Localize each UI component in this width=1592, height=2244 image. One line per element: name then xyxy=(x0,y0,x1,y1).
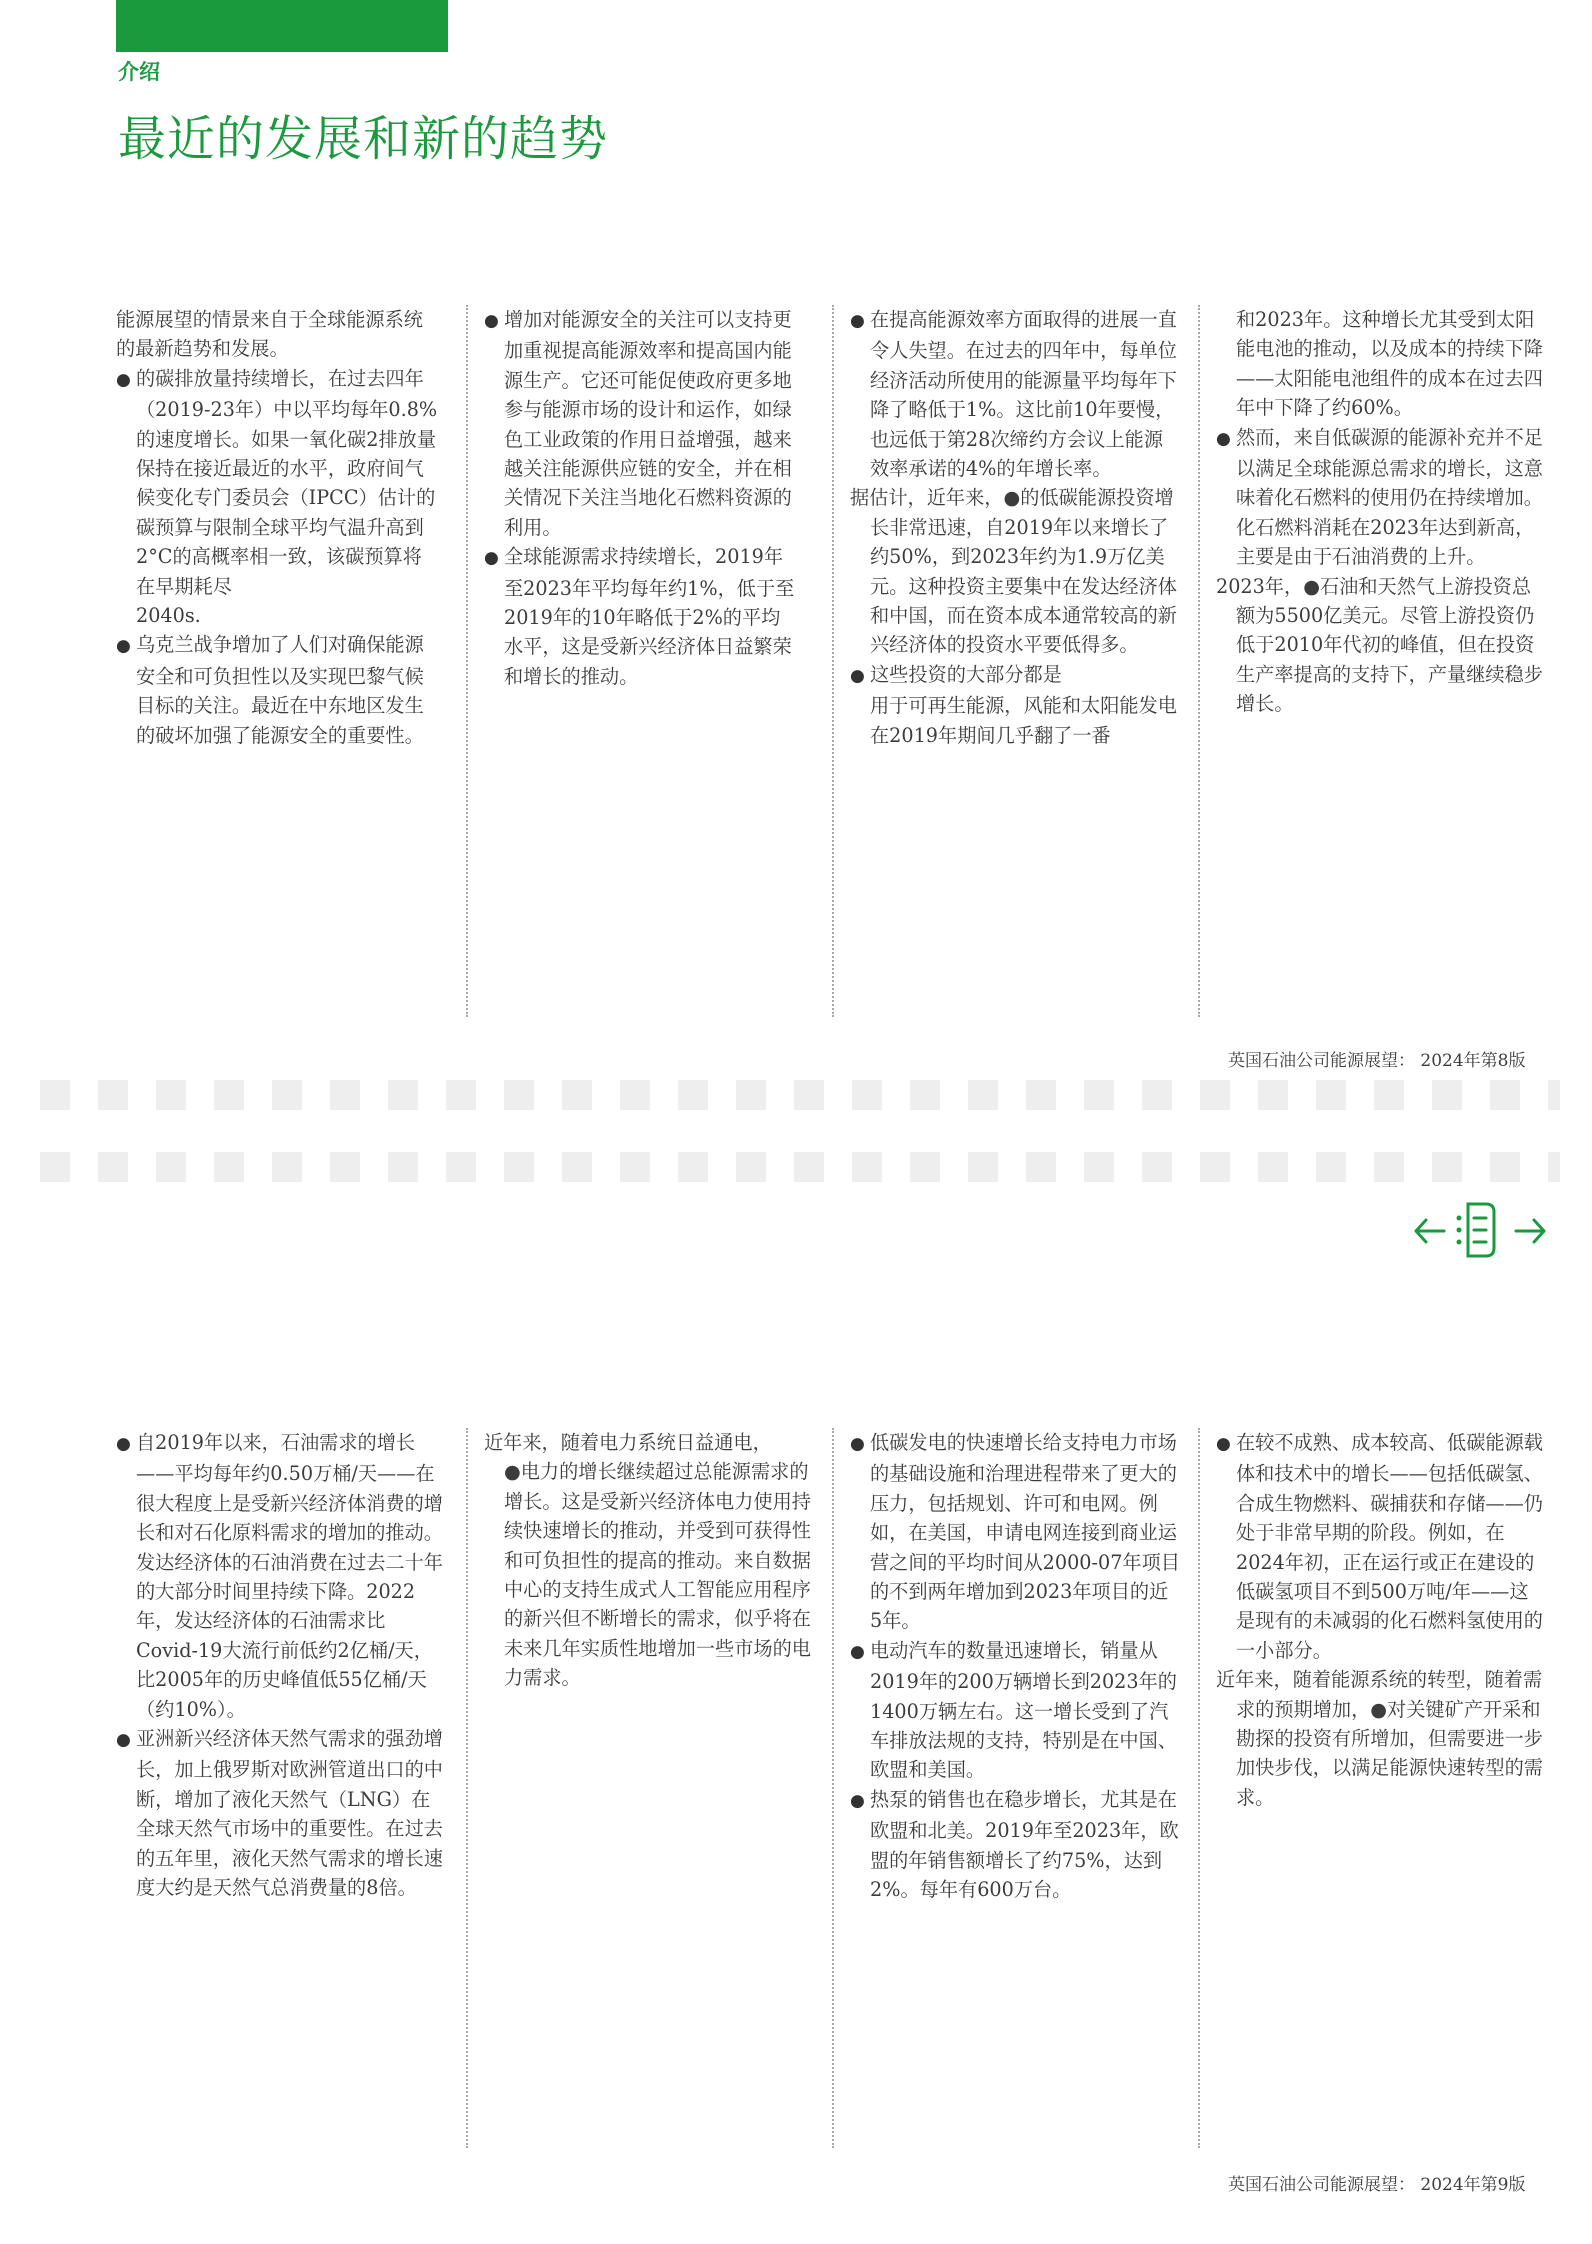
bullet-text: 在较不成熟、成本较高、低碳能源载体和技术中的增长——包括低碳氢、合成生物燃料、碳捕获和存储——仍处于非常早期的阶段。例如，在2024年初，正在运行或正在建设的低碳氢项目不到500万吨/年——这是现有的未减弱的化石燃料氢使用的一小部分。 xyxy=(1236,1431,1543,1662)
bullet-paragraph xyxy=(116,1724,446,1902)
page-navigation xyxy=(1412,1198,1550,1258)
bullet-icon: ● xyxy=(850,665,865,686)
column-divider xyxy=(466,305,468,1017)
bullet-icon: ● xyxy=(850,1641,865,1662)
bullet-text: 自2019年以来，石油需求的增长——平均每年约0.50万桶/天——在很大程度上是受新兴经济体消费的增长和对石化原料需求的增加的推动。发达经济体的石油消费在过去二十年的大部分时间里持续下降。2022年，发达经济体的石油需求比Covid-19大流行前低约2亿桶/天，比2005年的历史峰值低55亿桶/天（约10%）。 xyxy=(136,1431,443,1721)
bullet-icon: ● xyxy=(116,636,131,657)
page2-column-1 xyxy=(116,1428,446,1903)
bullet-text: 全球能源需求持续增长，2019年至2023年平均每年约1%，低于至2019年的10年略低于2%的平均水平，这是受新兴经济体日益繁荣和增长的推动。 xyxy=(504,545,795,688)
arrow-right-icon[interactable] xyxy=(1516,1220,1544,1242)
body-paragraph: 2023年，●石油和天然气上游投资总额为5500亿美元。尽管上游投资仍低于2010年代初的峰值，但在投资生产率提高的支持下，产量继续稳步增长。 xyxy=(1216,574,1543,716)
bullet-paragraph xyxy=(850,1636,1180,1785)
contents-list-icon[interactable] xyxy=(1457,1204,1495,1256)
body-paragraph: 用于可再生能源，风能和太阳能发电在2019年期间几乎翻了一番 xyxy=(870,694,1177,747)
bullet-icon: ● xyxy=(850,1434,865,1454)
section-tab xyxy=(116,0,448,52)
bullet-icon: ● xyxy=(850,311,865,331)
body-paragraph: 近年来，随着电力系统日益通电， xyxy=(484,1431,772,1454)
column-divider xyxy=(832,1428,834,2148)
body-paragraph: 2040s. xyxy=(136,604,201,628)
page1-column-1 xyxy=(116,305,438,750)
body-paragraph: 据估计，近年来，●的低碳能源投资增长非常迅速，自2019年以来增长了约50%，到2023年约为1.9万亿美元。这种投资主要集中在发达经济体和中国，而在资本成本通常较高的新兴经济体的投资水平要低得多。 xyxy=(850,486,1177,657)
page-title: 最近的发展和新的趋势 xyxy=(118,111,609,167)
bullet-icon: ● xyxy=(1216,428,1231,449)
bullet-text: 亚洲新兴经济体天然气需求的强劲增长，加上俄罗斯对欧洲管道出口的中断，增加了液化天然气（LNG）在全球天然气市场中的重要性。在过去的五年里，液化天然气需求的增长速度大约是天然气总消费量的8倍。 xyxy=(136,1727,443,1900)
arrow-left-icon[interactable] xyxy=(1416,1220,1444,1242)
bullet-icon: ● xyxy=(116,369,131,390)
bullet-text: 电动汽车的数量迅速增长，销量从2019年的200万辆增长到2023年的1400万辆左右。这一增长受到了汽车排放法规的支持，特别是在中国、欧盟和美国。 xyxy=(870,1638,1177,1782)
bullet-icon: ● xyxy=(116,1434,131,1454)
bullet-icon: ● xyxy=(850,1790,865,1811)
bullet-text: 低碳发电的快速增长给支持电力市场的基础设施和治理进程带来了更大的压力，包括规划、许可和电网。例如，在美国，申请电网连接到商业运营之间的平均时间从2000-07年项目的不到两年增加到2023年项目的近5年。 xyxy=(870,1431,1180,1633)
body-paragraph: 能源展望的情景来自于全球能源系统的最新趋势和发展。 xyxy=(116,308,423,361)
page-separator xyxy=(40,1152,1560,1182)
bullet-text: 乌克兰战争增加了人们对确保能源安全和可负担性以及实现巴黎气候目标的关注。最近在中东地区发生的破坏加强了能源安全的重要性。 xyxy=(136,633,424,747)
bullet-text: 在提高能源效率方面取得的进展一直令人失望。在过去的四年中，每单位经济活动所使用的能源量平均每年下降了略低于1%。这比前10年要慢，也远低于第28次缔约方会议上能源效率承诺的4%的年增长率。 xyxy=(870,308,1177,481)
bullet-paragraph xyxy=(850,660,1180,691)
bullet-text: 的碳排放量持续增长，在过去四年（2019-23年）中以平均每年0.8%的速度增长。如果一氧化碳2排放量保持在接近最近的水平，政府间气候变化专门委员会（IPCC）估计的碳预算与限制全球平均气温升高到2°C的高概率相一致，该碳预算将在早期耗尽 xyxy=(136,366,438,598)
section-label: 介绍 xyxy=(118,60,160,84)
page1-column-2 xyxy=(484,305,796,691)
page1-column-3 xyxy=(850,305,1180,750)
page2-column-2 xyxy=(484,1428,814,1693)
bullet-paragraph xyxy=(850,1785,1180,1905)
bullet-icon: ● xyxy=(116,1730,131,1751)
body-paragraph: 近年来，随着能源系统的转型，随着需求的预期增加，●对关键矿产开采和勘探的投资有所增加，但需要进一步加快步伐，以满足能源快速转型的需求。 xyxy=(1216,1668,1543,1809)
bullet-paragraph xyxy=(116,630,438,750)
page1-column-4 xyxy=(1216,305,1546,719)
bullet-icon: ● xyxy=(484,311,499,331)
bullet-paragraph xyxy=(116,1428,446,1724)
bullet-icon: ● xyxy=(1216,1434,1231,1454)
bullet-paragraph xyxy=(484,305,796,542)
body-paragraph: ●电力的增长继续超过总能源需求的增长。这是受新兴经济体电力使用持续快速增长的推动，并受到可获得性和可负担性的提高的推动。来自数据中心的支持生成式人工智能应用程序的新兴但不断增长的需求，似乎将在未来几年实质性地增加一些市场的电力需求。 xyxy=(504,1460,811,1690)
page-separator xyxy=(40,1080,1560,1110)
bullet-text: 热泵的销售也在稳步增长，尤其是在欧盟和北美。2019年至2023年，欧盟的年销售额增长了约75%，达到2%。每年有600万台。 xyxy=(870,1787,1179,1902)
bullet-paragraph xyxy=(1216,1428,1546,1665)
bullet-text: 然而，来自低碳源的能源补充并不足以满足全球能源总需求的增长，这意味着化石燃料的使用仍在持续增加。化石燃料消耗在2023年达到新高，主要是由于石油消费的上升。 xyxy=(1236,425,1543,569)
column-divider xyxy=(466,1428,468,2148)
bullet-paragraph xyxy=(850,305,1180,483)
bullet-paragraph xyxy=(1216,423,1546,572)
page2-column-4 xyxy=(1216,1428,1546,1812)
bullet-paragraph xyxy=(850,1428,1180,1636)
page-footer: 英国石油公司能源展望： 2024年第9版 xyxy=(1228,2175,1526,2195)
bullet-text: 增加对能源安全的关注可以支持更加重视提高能源效率和提高国内能源生产。它还可能促使政府更多地参与能源市场的设计和运作，如绿色工业政策的作用日益增强，越来越关注能源供应链的安全，并在相关情况下关注当地化石燃料资源的利用。 xyxy=(504,308,792,539)
page2-column-3 xyxy=(850,1428,1180,1905)
body-paragraph: 和2023年。这种增长尤其受到太阳能电池的推动，以及成本的持续下降——太阳能电池组件的成本在过去四年中下降了约60%。 xyxy=(1236,308,1543,420)
bullet-paragraph xyxy=(116,364,438,601)
page-footer: 英国石油公司能源展望： 2024年第8版 xyxy=(1228,1051,1526,1071)
bullet-text: 这些投资的大部分都是 xyxy=(870,662,1062,686)
column-divider xyxy=(1198,305,1200,1017)
column-divider xyxy=(1198,1428,1200,2148)
bullet-icon: ● xyxy=(484,548,499,569)
bullet-paragraph xyxy=(484,542,796,691)
column-divider xyxy=(832,305,834,1017)
